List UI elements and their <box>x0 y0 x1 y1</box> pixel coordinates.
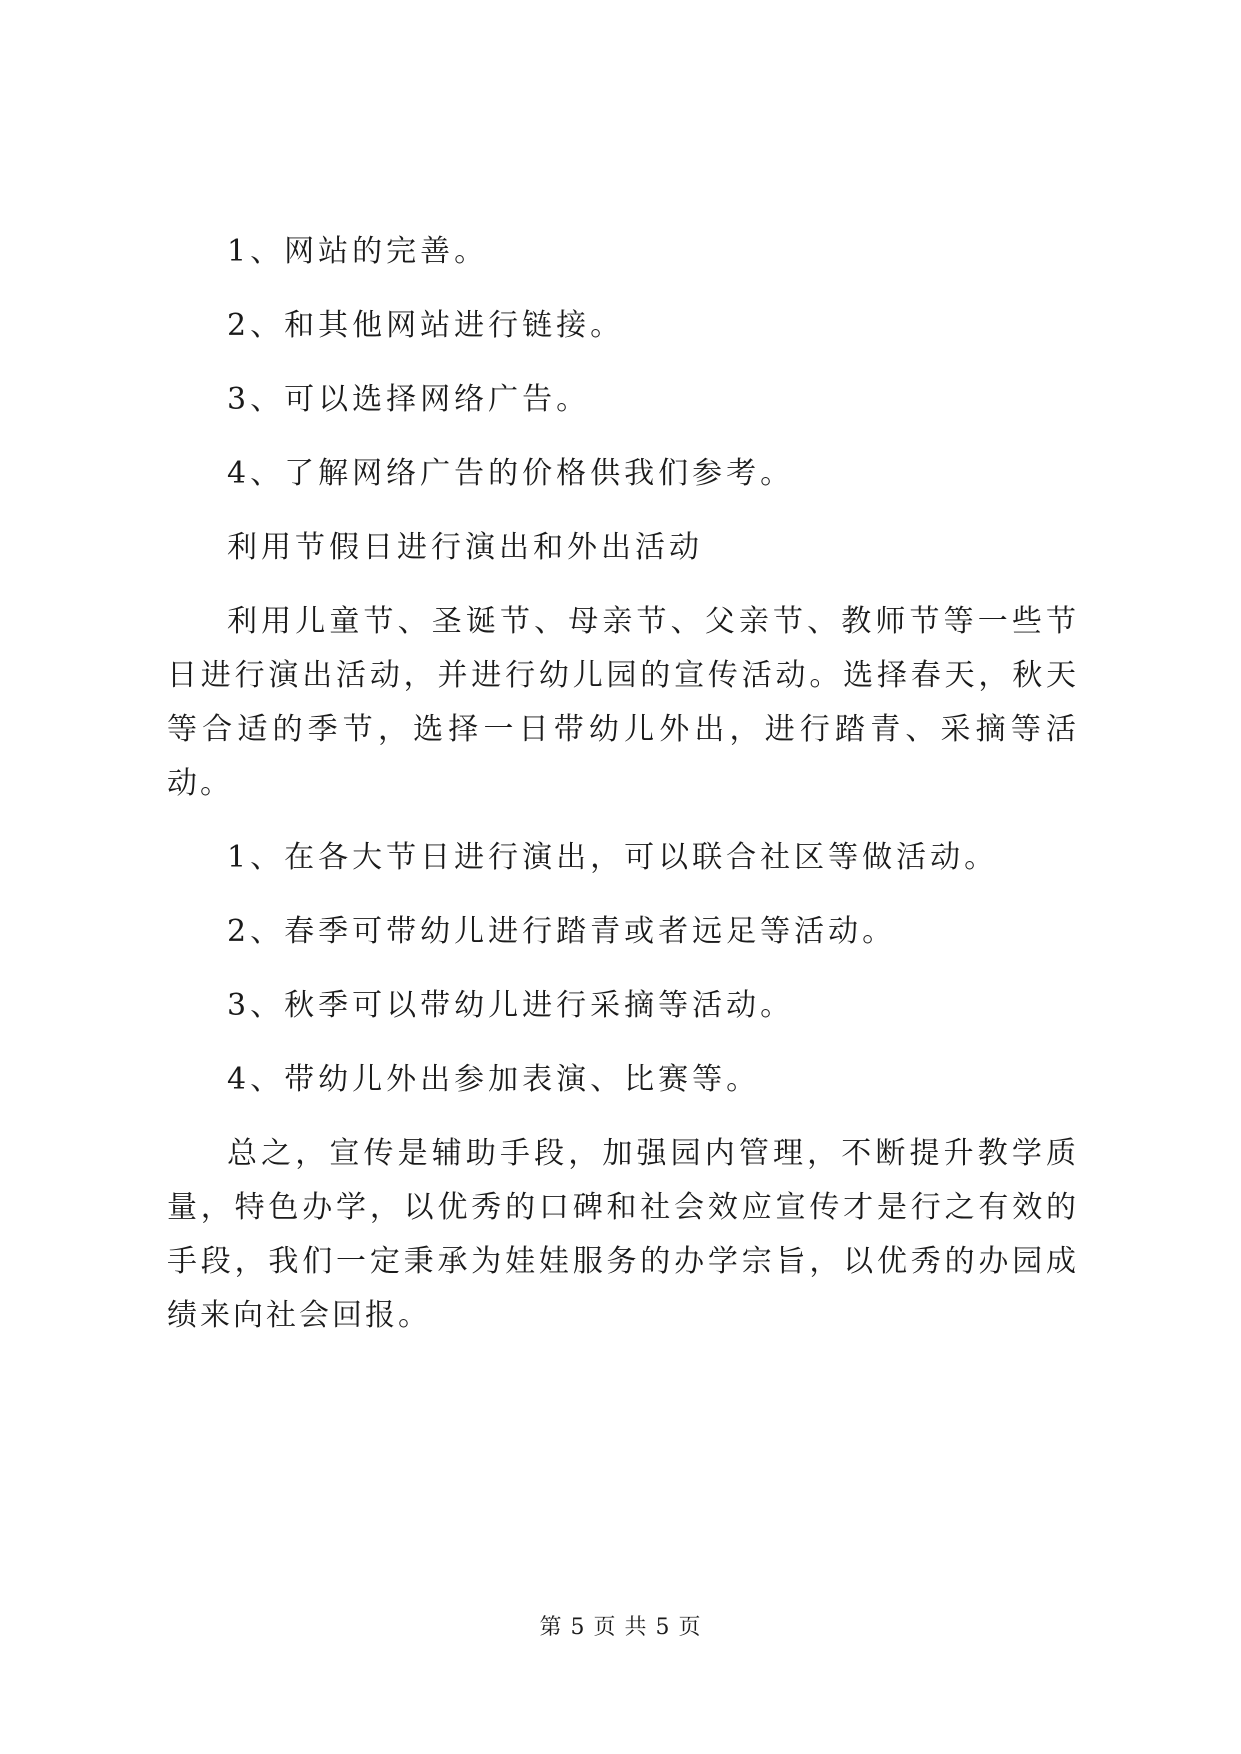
paragraph-holiday-activities: 利用儿童节、圣诞节、母亲节、父亲节、教师节等一些节日进行演出活动，并进行幼儿园的宣传活动。选择春天，秋天等合适的季节，选择一日带幼儿外出，进行踏青、采摘等活动。 <box>167 604 1079 801</box>
paragraph-conclusion: 总之，宣传是辅助手段，加强园内管理，不断提升教学质量，特色办学，以优秀的口碑和社会效应宣传才是行之有效的手段，我们一定秉承为娃娃服务的办学宗旨，以优秀的办园成绩来向社会回报。 <box>167 1136 1079 1333</box>
list-item-ad-pricing: 4、了解网络广告的价格供我们参考。 <box>227 456 795 491</box>
list-item-festival-performances: 1、在各大节日进行演出，可以联合社区等做活动。 <box>227 840 999 875</box>
document-body <box>167 225 1079 1363</box>
list-item-spring-outing: 2、春季可带幼儿进行踏青或者远足等活动。 <box>227 914 897 949</box>
list-item-website-links: 2、和其他网站进行链接。 <box>227 308 625 343</box>
list-item-autumn-picking: 3、秋季可以带幼儿进行采摘等活动。 <box>227 988 795 1023</box>
section-heading-holiday-activities: 利用节假日进行演出和外出活动 <box>227 530 703 565</box>
list-item-website-improvement: 1、网站的完善。 <box>227 234 489 269</box>
list-item-online-ads: 3、可以选择网络广告。 <box>227 382 591 417</box>
page-number-footer: 第 5 页 共 5 页 <box>539 1615 702 1640</box>
list-item-performances-competitions: 4、带幼儿外出参加表演、比赛等。 <box>227 1062 761 1097</box>
